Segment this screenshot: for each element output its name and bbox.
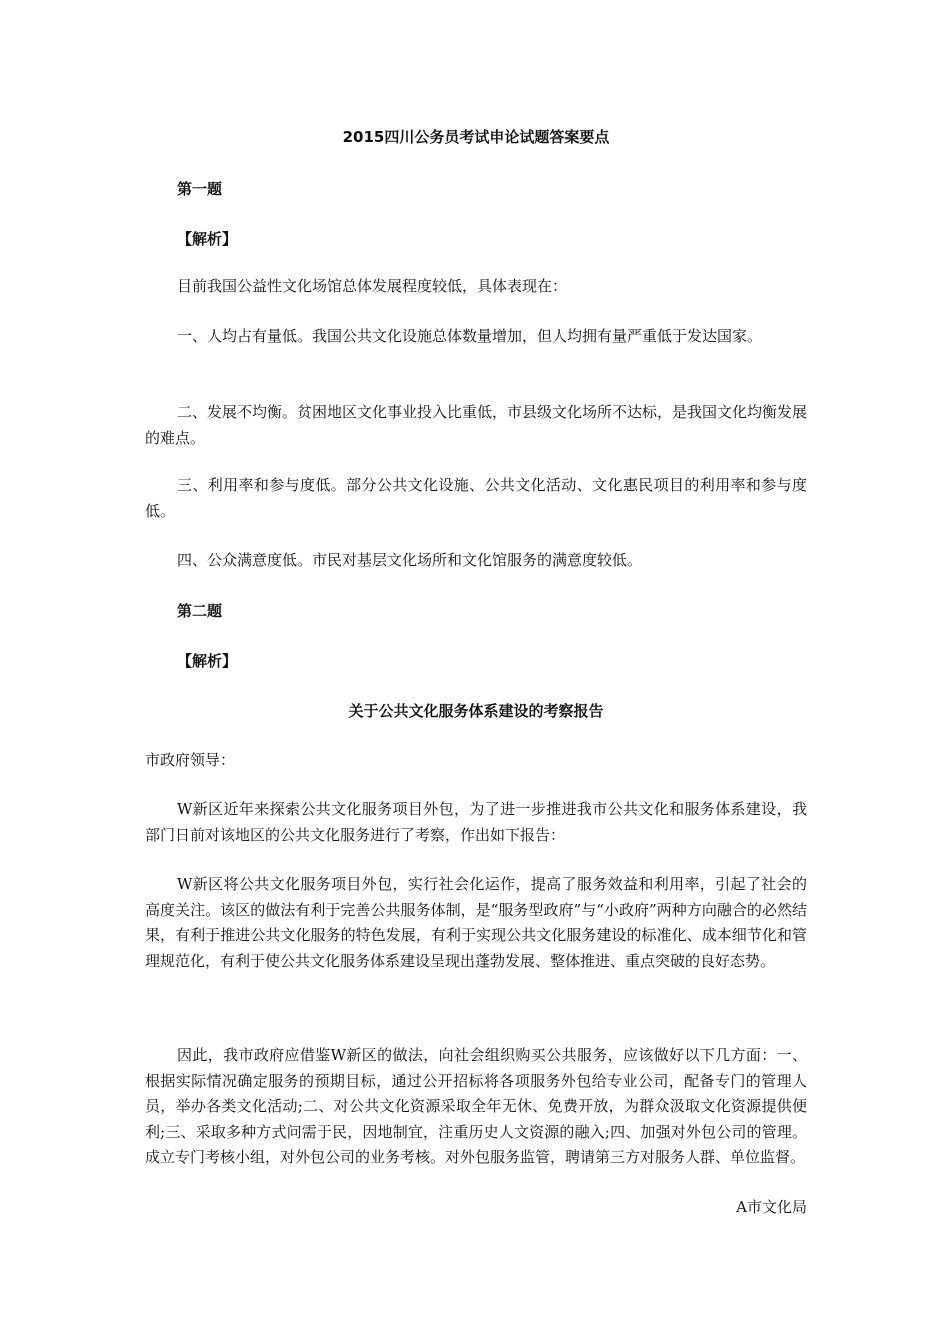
document-title: 2015四川公务员考试申论试题答案要点 — [342, 128, 610, 146]
report-paragraph-1: W新区近年来探索公共文化服务项目外包，为了进一步推进我市公共文化和服务体系建设，我部门日前对该地区的公共文化服务进行了考察，作出如下报告： — [145, 800, 807, 844]
q1-paragraph-point-2: 二、发展不均衡。贫困地区文化事业投入比重低，市县级文化场所不达标，是我国文化均衡发展的难点。 — [145, 403, 808, 447]
report-signature: A市文化局 — [736, 1198, 807, 1216]
report-paragraph-2: W新区将公共文化服务项目外包，实行社会化运作，提高了服务效益和利用率，引起了社会的高度关注。该区的做法有利于完善公共服务体制，是“服务型政府”与“小政府”两种方向融合的必然结果，有利于推进公共文化服务的特色发展，有利于实现公共文化服务建设的标准化、成本细节化和管理规范化，有利于使公共文化服务体系建设呈现出蓬勃发展、整体推进、重点突破的良好态势。 — [145, 875, 807, 970]
report-salutation: 市政府领导： — [145, 751, 236, 769]
q1-paragraph-point-3: 三、利用率和参与度低。部分公共文化设施、公共文化活动、文化惠民项目的利用率和参与度低。 — [145, 476, 807, 520]
q1-paragraph-point-4: 四、公众满意度低。市民对基层文化场所和文化馆服务的满意度较低。 — [177, 551, 643, 569]
question-2-analysis-label: 【解析】 — [177, 652, 238, 670]
report-title: 关于公共文化服务体系建设的考察报告 — [348, 702, 604, 720]
question-1-analysis-label: 【解析】 — [177, 230, 238, 248]
question-1-heading: 第一题 — [177, 180, 223, 198]
question-2-heading: 第二题 — [177, 602, 223, 620]
q1-paragraph-intro: 目前我国公益性文化场馆总体发展程度较低，具体表现在： — [177, 277, 568, 295]
report-paragraph-3: 因此，我市政府应借鉴W新区的做法，向社会组织购买公共服务，应该做好以下几方面：一、根据实际情况确定服务的预期目标，通过公开招标将各项服务外包给专业公司，配备专门的管理人员，举办各类文化活动;二、对公共文化资源采取全年无休、免费开放，为群众汲取文化资源提供便利;三、采取多种方式问需于民，因地制宜，注重历史人文资源的融入;四、加强对外包公司的管理。成立专门考核小组，对外包公司的业务考核。对外包服务监管，聘请第三方对服务人群、单位监督。 — [145, 1046, 807, 1166]
q1-paragraph-point-1: 一、人均占有量低。我国公共文化设施总体数量增加，但人均拥有量严重低于发达国家。 — [177, 327, 763, 345]
